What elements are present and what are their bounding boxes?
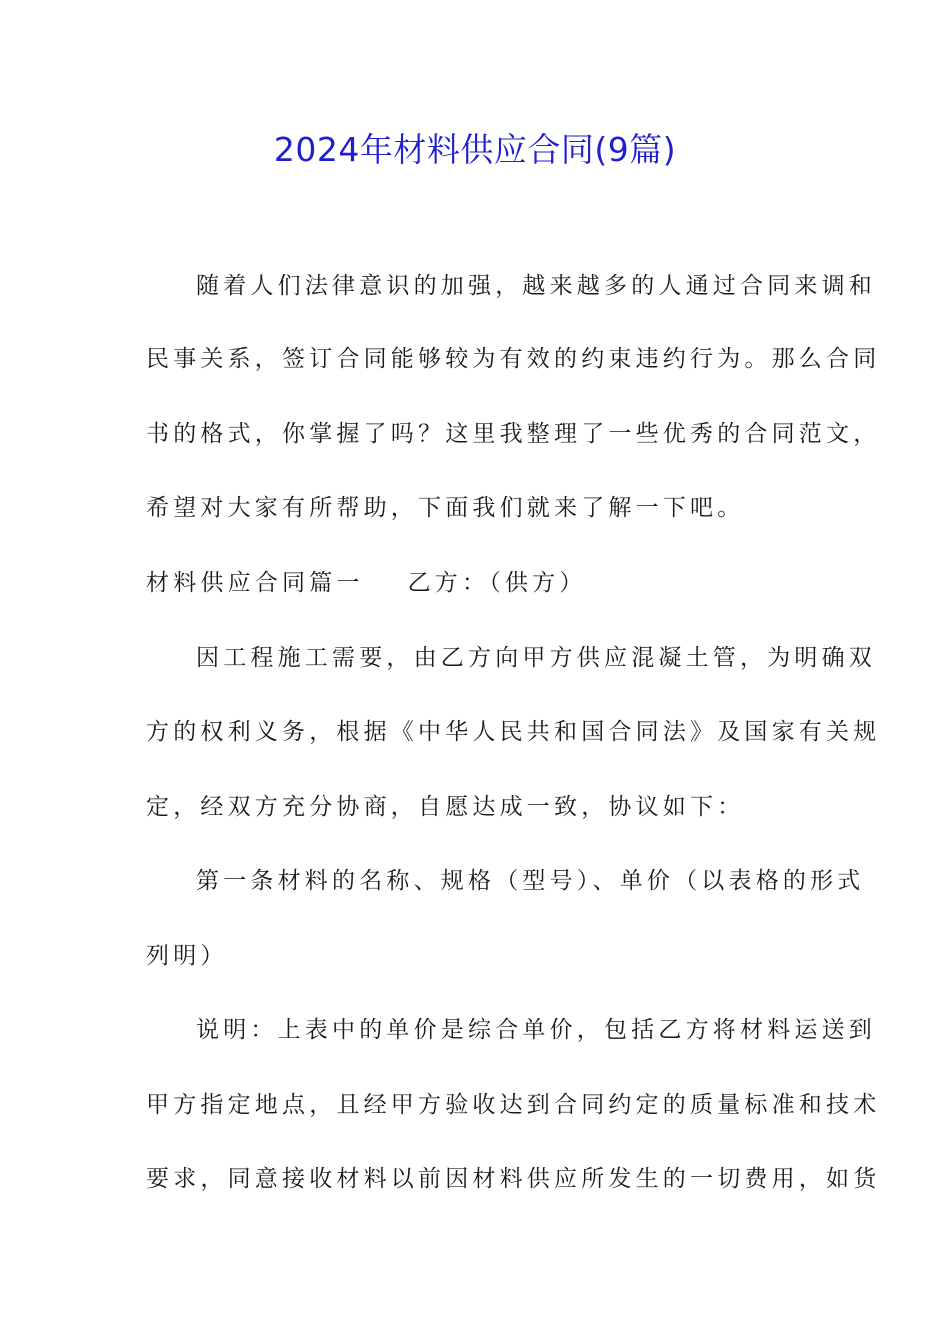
paragraph-line: 民事关系，签订合同能够较为有效的约束违约行为。那么合同 xyxy=(146,346,881,372)
paragraph-line: 书的格式，你掌握了吗？这里我整理了一些优秀的合同范文， xyxy=(146,421,881,447)
article-line: 第一条材料的名称、规格（型号）、单价（以表格的形式 xyxy=(196,868,865,894)
paragraph-line: 说明：上表中的单价是综合单价，包括乙方将材料运送到 xyxy=(196,1017,876,1043)
paragraph-line: 因工程施工需要，由乙方向甲方供应混凝土管，为明确双 xyxy=(196,645,876,671)
section-heading: 材料供应合同篇一 xyxy=(146,570,364,596)
section-heading-line xyxy=(146,567,587,599)
party-b-label: 乙方：（供方） xyxy=(407,570,587,596)
paragraph-line: 方的权利义务，根据《中华人民共和国合同法》及国家有关规 xyxy=(146,719,881,745)
paragraph-line: 列明） xyxy=(146,943,228,969)
paragraph-line: 定，经双方充分协商，自愿达成一致，协议如下： xyxy=(146,794,745,820)
paragraph-line: 甲方指定地点，且经甲方验收达到合同约定的质量标准和技术 xyxy=(146,1092,881,1118)
paragraph-line: 要求，同意接收材料以前因材料供应所发生的一切费用，如货 xyxy=(146,1166,881,1192)
document-title: 2024年材料供应合同(9篇) xyxy=(273,130,677,169)
paragraph-line: 随着人们法律意识的加强，越来越多的人通过合同来调和 xyxy=(196,273,876,299)
paragraph-line: 希望对大家有所帮助，下面我们就来了解一下吧。 xyxy=(146,495,745,521)
